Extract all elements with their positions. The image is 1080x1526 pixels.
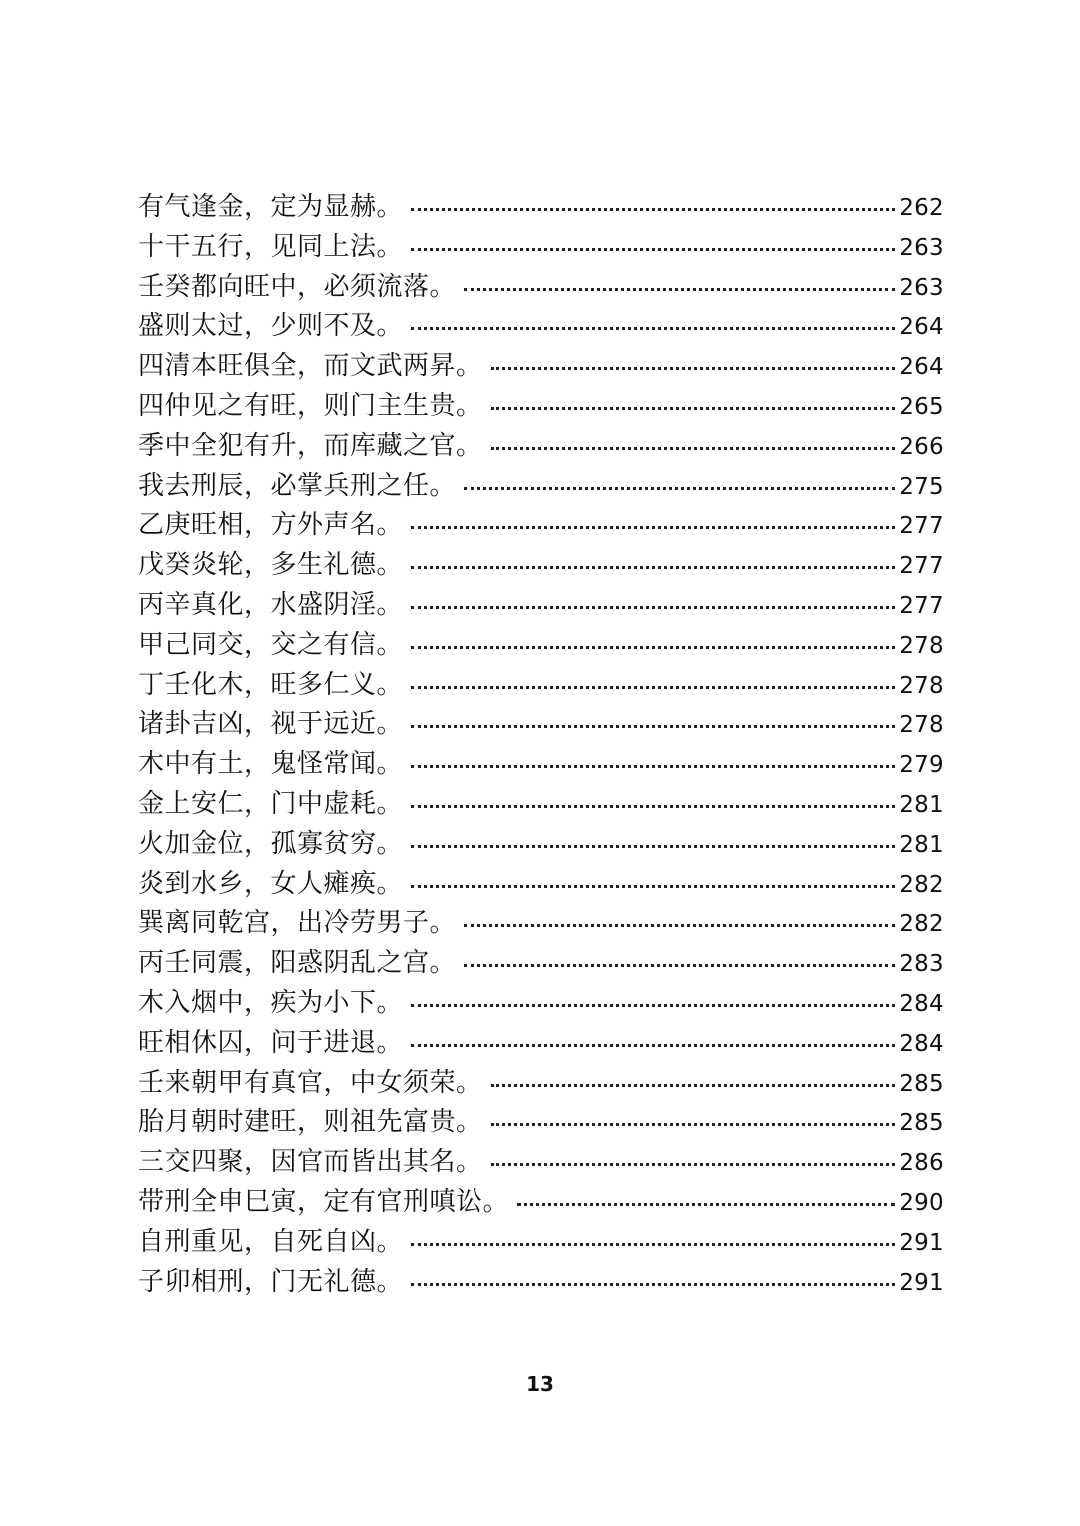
toc-entry-title: 带刑全申巳寅，定有官刑嗔讼。 xyxy=(138,1186,510,1217)
toc-entry xyxy=(138,745,944,785)
toc-entry-page: 284 xyxy=(899,990,944,1017)
dot-leader xyxy=(411,248,895,251)
toc-entry-title: 我去刑辰，必掌兵刑之任。 xyxy=(138,470,457,501)
toc-entry xyxy=(138,626,944,666)
toc-entry-title: 四清本旺俱全，而文武两昇。 xyxy=(138,351,483,382)
toc-entry xyxy=(138,307,944,347)
toc-entry xyxy=(138,785,944,825)
dot-leader xyxy=(491,1123,896,1126)
toc-entry xyxy=(138,904,944,944)
toc-entry-page: 290 xyxy=(899,1189,944,1216)
toc-entry xyxy=(138,347,944,387)
toc-entry-title: 诸卦吉凶，视于远近。 xyxy=(138,709,404,740)
toc-entry xyxy=(138,666,944,706)
toc-entry xyxy=(138,944,944,984)
dot-leader xyxy=(411,606,895,609)
dot-leader xyxy=(491,1084,896,1087)
toc-entry-page: 282 xyxy=(899,871,944,898)
dot-leader xyxy=(411,327,895,330)
dot-leader xyxy=(411,646,895,649)
toc-entry-page: 266 xyxy=(899,433,944,460)
dot-leader xyxy=(411,765,895,768)
toc-entry xyxy=(138,1183,944,1223)
table-of-contents xyxy=(138,188,944,1302)
dot-leader xyxy=(491,447,896,450)
toc-entry xyxy=(138,705,944,745)
toc-entry-page: 275 xyxy=(899,473,944,500)
toc-entry-page: 262 xyxy=(899,195,944,221)
dot-leader xyxy=(411,208,895,211)
toc-entry-title: 盛则太过，少则不及。 xyxy=(138,311,404,342)
dot-leader xyxy=(411,1044,895,1047)
toc-entry-page: 284 xyxy=(899,1030,944,1057)
dot-leader xyxy=(411,1243,895,1246)
toc-entry-title: 金上安仁，门中虚耗。 xyxy=(138,788,404,819)
toc-entry-title: 自刑重见，自死自凶。 xyxy=(138,1226,404,1257)
toc-entry-title: 丙辛真化，水盛阴淫。 xyxy=(138,589,404,620)
toc-entry-page: 265 xyxy=(899,393,944,420)
toc-entry-title: 戊癸炎轮，多生礼德。 xyxy=(138,550,404,581)
toc-entry-title: 季中全犯有升，而库藏之官。 xyxy=(138,430,483,461)
toc-entry-title: 丁壬化木，旺多仁义。 xyxy=(138,669,404,700)
toc-entry-title: 子卯相刑，门无礼德。 xyxy=(138,1266,404,1297)
toc-entry-page: 278 xyxy=(899,672,944,699)
toc-entry-title: 旺相休囚，问于进退。 xyxy=(138,1027,404,1058)
toc-entry xyxy=(138,546,944,586)
toc-entry-page: 279 xyxy=(899,752,944,779)
toc-entry-title: 十干五行，见同上法。 xyxy=(138,231,404,262)
toc-entry xyxy=(138,1143,944,1183)
toc-entry-title: 巽离同乾宫，出冷劳男子。 xyxy=(138,908,457,939)
dot-leader xyxy=(411,845,895,848)
toc-entry-title: 四仲见之有旺，则门主生贵。 xyxy=(138,390,483,421)
dot-leader xyxy=(464,924,895,927)
toc-entry-page: 285 xyxy=(899,1070,944,1097)
toc-entry xyxy=(138,467,944,507)
dot-leader xyxy=(464,288,895,291)
toc-entry-page: 277 xyxy=(899,592,944,619)
toc-entry-page: 263 xyxy=(899,274,944,301)
dot-leader xyxy=(491,1163,896,1166)
toc-entry-title: 三交四聚，因官而皆出其名。 xyxy=(138,1147,483,1178)
toc-entry xyxy=(138,586,944,626)
toc-entry-title: 火加金位，孤寡贫穷。 xyxy=(138,828,404,859)
dot-leader xyxy=(464,487,895,490)
toc-entry-title: 壬来朝甲有真官，中女须荣。 xyxy=(138,1067,483,1098)
toc-entry-title: 木中有土，鬼怪常闻。 xyxy=(138,749,404,780)
dot-leader xyxy=(411,885,895,888)
dot-leader xyxy=(411,1004,895,1007)
toc-entry xyxy=(138,387,944,427)
toc-entry xyxy=(138,1263,944,1303)
toc-entry-page: 286 xyxy=(899,1150,944,1177)
dot-leader xyxy=(411,805,895,808)
dot-leader xyxy=(411,1283,895,1286)
toc-entry-page: 264 xyxy=(899,354,944,381)
toc-entry-page: 291 xyxy=(899,1229,944,1256)
toc-entry xyxy=(138,1103,944,1143)
toc-entry-page: 277 xyxy=(899,513,944,540)
toc-entry-title: 木入烟中，疾为小下。 xyxy=(138,987,404,1018)
toc-entry xyxy=(138,1223,944,1263)
dot-leader xyxy=(464,964,895,967)
toc-entry xyxy=(138,1024,944,1064)
toc-entry-page: 281 xyxy=(899,791,944,818)
toc-entry-page: 282 xyxy=(899,911,944,938)
dot-leader xyxy=(411,725,895,728)
dot-leader xyxy=(411,566,895,569)
toc-entry-page: 278 xyxy=(899,712,944,739)
dot-leader xyxy=(411,686,895,689)
toc-entry-page: 283 xyxy=(899,951,944,978)
dot-leader xyxy=(517,1203,895,1206)
page-number: 13 xyxy=(526,1372,554,1396)
toc-entry-title: 乙庚旺相，方外声名。 xyxy=(138,510,404,541)
toc-entry xyxy=(138,268,944,308)
toc-entry-page: 277 xyxy=(899,553,944,580)
toc-entry-page: 264 xyxy=(899,314,944,341)
toc-entry-page: 278 xyxy=(899,632,944,659)
toc-entry-title: 甲己同交，交之有信。 xyxy=(138,629,404,660)
toc-entry xyxy=(138,1064,944,1104)
toc-entry-page: 291 xyxy=(899,1269,944,1296)
toc-entry-title: 炎到水乡，女人瘫痪。 xyxy=(138,868,404,899)
toc-entry-page: 281 xyxy=(899,831,944,858)
toc-entry-page: 285 xyxy=(899,1110,944,1137)
toc-entry-title: 丙壬同震，阳惑阴乱之宫。 xyxy=(138,948,457,979)
toc-entry xyxy=(138,188,944,228)
toc-entry xyxy=(138,984,944,1024)
toc-entry xyxy=(138,506,944,546)
toc-entry-page: 263 xyxy=(899,234,944,261)
dot-leader xyxy=(491,367,896,370)
dot-leader xyxy=(411,526,895,529)
dot-leader xyxy=(491,407,896,410)
toc-entry xyxy=(138,228,944,268)
toc-entry xyxy=(138,427,944,467)
toc-entry-title: 有气逢金，定为显赫。 xyxy=(138,192,404,222)
toc-entry-title: 壬癸都向旺中，必须流落。 xyxy=(138,271,457,302)
toc-entry-title: 胎月朝时建旺，则祖先富贵。 xyxy=(138,1107,483,1138)
toc-entry xyxy=(138,865,944,905)
toc-entry xyxy=(138,825,944,865)
